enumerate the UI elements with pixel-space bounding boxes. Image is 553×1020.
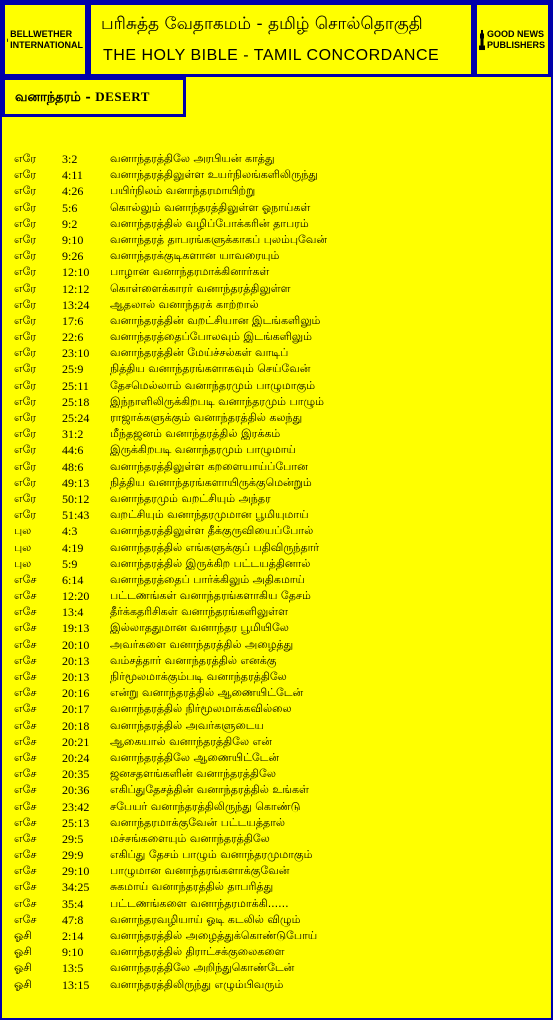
- entry-text: மீந்தஜனம் வனாந்தரத்தில் இரக்கம்: [110, 427, 281, 441]
- entry-book: எசே: [14, 572, 37, 586]
- entry-reference: 51:43: [62, 508, 90, 523]
- entry-book: எரே: [14, 443, 37, 457]
- entry-reference: 2:14: [62, 929, 84, 943]
- entry-text: வனாந்தரத் தாபரங்களுக்காகப் புலம்புவேன்: [110, 232, 328, 246]
- entry-book: எரே: [14, 394, 37, 408]
- entry-text: தேசமெல்லாம் வனாந்தரமும் பாழுமாகும்: [110, 378, 316, 392]
- entry-text: எகிப்து தேசம் பாழும் வனாந்தரமுமாகும்: [110, 848, 313, 862]
- entry-reference: 19:13: [62, 621, 90, 636]
- entry-reference: 12:20: [62, 589, 90, 604]
- tamil-title: பரிசுத்த வேதாகமம் - தமிழ் சொல்தொகுதி: [101, 14, 423, 34]
- entry-text: ஆதலால் வனாந்தரக் காற்றால்: [110, 297, 259, 311]
- entry-reference: 20:16: [62, 686, 90, 701]
- entry-text: வனாந்தரத்தில் அவர்களுடைய: [110, 718, 264, 732]
- entry-text: வனாந்தரத்தின் வறட்சியான இடங்களிலும்: [110, 313, 321, 327]
- entry-reference: 6:14: [62, 572, 84, 587]
- entry-reference: 25:18: [62, 394, 90, 409]
- entry-book: எசே: [14, 912, 37, 926]
- entry-text: வனாந்தரத்தைப் பார்க்கிலும் அதிகமாய்: [110, 572, 305, 586]
- entry-text: வனாந்தரமாக்குவேன் பட்டயத்தால்: [110, 815, 286, 829]
- entry-book: எரே: [14, 427, 37, 441]
- entry-text: வனாந்தரத்தில் திராட்சக்குலைகளை: [110, 945, 285, 959]
- entry-reference: 49:13: [62, 475, 90, 490]
- entry-text: நிர்மூலமாக்கும்படி வனாந்தரத்திலே: [110, 670, 287, 683]
- entry-book: ஓசி: [14, 961, 32, 975]
- entry-book: எசே: [14, 589, 37, 603]
- entry-reference: 23:42: [62, 799, 90, 814]
- entry-book: எரே: [14, 216, 37, 230]
- entry-book: எரே: [14, 297, 37, 311]
- entry-reference: 20:13: [62, 670, 90, 684]
- entry-book: எரே: [14, 281, 37, 295]
- left-logo-text: BELLWETHER INTERNATIONAL: [10, 28, 83, 50]
- entry-reference: 9:10: [62, 232, 84, 247]
- entry-book: எசே: [14, 750, 37, 764]
- entry-book: எசே: [14, 637, 37, 651]
- entry-book: எசே: [14, 815, 37, 829]
- entry-text: எகிப்துதேசத்தின் வனாந்தரத்தில் உங்கள்: [110, 783, 309, 797]
- entry-reference: 4:19: [62, 540, 84, 555]
- entry-book: எசே: [14, 605, 37, 619]
- entry-reference: 20:17: [62, 702, 90, 717]
- entry-text: வனாந்தரக்குடிகளான யாவரையும்: [110, 249, 280, 263]
- entry-book: எரே: [14, 249, 37, 263]
- entry-text: வனாந்தரமும் வறட்சியும் அந்தர: [110, 491, 271, 505]
- entry-book: எரே: [14, 168, 37, 182]
- entry-book: எசே: [14, 686, 37, 700]
- entry-book: எரே: [14, 232, 37, 246]
- entry-book: புல: [14, 540, 32, 554]
- entry-reference: 44:6: [62, 443, 84, 458]
- entry-text: பட்டணங்கள் வனாந்தரங்களாகிய தேசம்: [110, 589, 311, 603]
- entry-text: வனாந்தரவழியாய் ஓடி கடலில் விழும்: [110, 912, 301, 926]
- entry-text: வனாந்தரத்திலிருந்து எழும்பிவரும்: [110, 977, 284, 991]
- entry-reference: 20:18: [62, 718, 90, 733]
- entry-reference: 25:24: [62, 411, 90, 425]
- entry-book: எசே: [14, 718, 37, 732]
- entry-text: சுகமாய் வனாந்தரத்தில் தாபரித்து: [110, 880, 274, 894]
- entry-book: எசே: [14, 670, 37, 683]
- entry-reference: 20:13: [62, 653, 90, 668]
- entry-text: வனாந்தரத்திலுள்ள உயர்நிலங்களிலிருந்து: [110, 168, 318, 182]
- entry-text: அவர்களை வனாந்தரத்தில் அழைத்து: [110, 637, 294, 651]
- entry-reference: 12:10: [62, 265, 90, 280]
- entry-book: புல: [14, 556, 32, 570]
- entry-book: எசே: [14, 702, 37, 716]
- entry-book: எரே: [14, 475, 37, 489]
- entry-reference: 12:12: [62, 281, 90, 296]
- entry-reference: 4:26: [62, 184, 84, 199]
- topic-box: [2, 77, 186, 117]
- goodnews-logo: [474, 2, 551, 77]
- entry-reference: 13:4: [62, 605, 84, 620]
- entry-reference: 35:4: [62, 896, 84, 911]
- entry-text: சபேயர் வனாந்தரத்திலிருந்து கொண்டு: [110, 799, 301, 813]
- entry-book: எசே: [14, 734, 37, 748]
- entry-text: வம்சத்தார் வனாந்தரத்தில் எனக்கு: [110, 653, 277, 667]
- entry-reference: 13:15: [62, 977, 90, 992]
- entry-text: பாழுமான வனாந்தரங்களாக்குவேன்: [110, 864, 290, 878]
- entry-book: எசே: [14, 880, 37, 894]
- entry-reference: 20:36: [62, 783, 90, 798]
- entry-book: எசே: [14, 799, 37, 813]
- entry-reference: 9:2: [62, 216, 78, 231]
- entry-text: வனாந்தரத்தைப்போலவும் இடங்களிலும்: [110, 330, 312, 344]
- english-title: THE HOLY BIBLE - TAMIL CONCORDANCE: [103, 47, 440, 64]
- entry-reference: 4:11: [62, 168, 83, 183]
- bellwether-logo: [2, 2, 88, 77]
- topic-english: DESERT: [95, 89, 150, 104]
- entry-reference: 20:24: [62, 750, 90, 765]
- entry-reference: 13:24: [62, 297, 90, 312]
- entry-book: எரே: [14, 346, 37, 360]
- entry-reference: 34:25: [62, 880, 90, 895]
- entry-text: கொல்லும் வனாந்தரத்திலுள்ள ஓநாய்கள்: [110, 200, 311, 214]
- entry-book: ஓசி: [14, 977, 32, 991]
- book-stack-icon: [7, 20, 8, 60]
- entry-reference: 20:10: [62, 637, 90, 652]
- entry-reference: 3:2: [62, 152, 78, 166]
- entry-text: நித்திய வனாந்தரங்களாகவும் செய்வேன்: [110, 362, 311, 376]
- topic-separator: -: [85, 90, 91, 105]
- entry-reference: 22:6: [62, 330, 84, 345]
- topic-heading: [15, 89, 150, 106]
- entry-reference: 50:12: [62, 491, 90, 506]
- entry-reference: 48:6: [62, 459, 84, 474]
- entry-book: எரே: [14, 330, 37, 344]
- entry-book: எசே: [14, 896, 37, 910]
- entry-book: எசே: [14, 831, 37, 845]
- entry-text: வனாந்தரத்திலுள்ள தீக்குருவியைப்போல்: [110, 524, 314, 538]
- entry-text: பட்டணங்களை வனாந்தரமாக்கி......: [110, 896, 289, 910]
- right-logo-text: GOOD NEWS PUBLISHERS: [487, 28, 546, 50]
- entry-book: எரே: [14, 184, 37, 198]
- entry-reference: 20:35: [62, 767, 90, 782]
- entry-reference: 25:9: [62, 362, 84, 377]
- entry-book: எரே: [14, 411, 37, 424]
- entry-text: இல்லாததுமான வனாந்தர பூமியிலே: [110, 621, 289, 635]
- entry-text: நித்திய வனாந்தரங்களாயிருக்குமென்றும்: [110, 475, 312, 489]
- entry-text: ஆகையால் வனாந்தரத்திலே என்: [110, 734, 272, 748]
- entry-book: எரே: [14, 200, 37, 214]
- entry-text: வனாந்தரத்தில் அழைத்துக்கொண்டுபோய்: [110, 929, 318, 942]
- entry-text: வனாந்தரத்திலே அறிந்துகொண்டேன்: [110, 961, 295, 975]
- entry-reference: 31:2: [62, 427, 84, 442]
- entry-book: எசே: [14, 767, 37, 781]
- entry-text: வனாந்தரத்தில் இருக்கிற பட்டயத்தினால்: [110, 556, 311, 570]
- entry-text: மச்சங்களையும் வனாந்தரத்திலே: [110, 831, 270, 845]
- entry-book: எரே: [14, 459, 37, 473]
- entry-book: எரே: [14, 491, 37, 505]
- entry-text: வனாந்தரத்தில் நிர்மூலமாக்கவில்லை: [110, 702, 292, 716]
- entry-reference: 20:21: [62, 734, 90, 749]
- entry-reference: 47:8: [62, 912, 84, 927]
- entry-reference: 5:6: [62, 200, 78, 215]
- entry-book: ஓசி: [14, 945, 32, 959]
- title-banner: [88, 2, 474, 77]
- entry-text: பாழான வனாந்தரமாக்கினார்கள்: [110, 265, 270, 279]
- entry-text: தீர்க்கதரிசிகள் வனாந்தரங்களிலுள்ள: [110, 605, 289, 619]
- entry-text: கொள்ளைக்காரர் வனாந்தரத்திலுள்ள: [110, 281, 291, 295]
- entry-text: பயிர்நிலம் வனாந்தரமாயிற்று: [110, 184, 256, 198]
- entry-text: வனாந்தரத்திலுள்ள கறளையாய்ப்போன: [110, 459, 308, 473]
- entry-reference: 23:10: [62, 346, 90, 361]
- entry-reference: 5:9: [62, 556, 78, 571]
- entry-text: வறட்சியும் வனாந்தரமுமான பூமியுமாய்: [110, 508, 309, 522]
- entry-book: எரே: [14, 152, 37, 165]
- entry-reference: 29:5: [62, 831, 84, 846]
- entry-reference: 13:5: [62, 961, 84, 976]
- entry-text: வனாந்தரத்திலே ஆணையிட்டேன்: [110, 750, 280, 764]
- entry-text: வனாந்தரத்தில் எங்களுக்குப் பதிவிருந்தார்: [110, 540, 320, 554]
- entry-book: எசே: [14, 621, 37, 635]
- entry-reference: 25:11: [62, 378, 89, 393]
- entry-book: எரே: [14, 378, 37, 392]
- entry-book: எசே: [14, 653, 37, 667]
- topic-tamil: வனாந்தரம்: [15, 90, 81, 105]
- entry-reference: 4:3: [62, 524, 78, 539]
- entry-reference: 25:13: [62, 815, 90, 830]
- entry-text: இந்நாளிலிருக்கிறபடி வனாந்தரமும் பாழும்: [110, 394, 325, 408]
- entry-book: எசே: [14, 848, 37, 862]
- entry-text: வனாந்தரத்தின் மேய்ச்சல்கள் வாடிப்: [110, 346, 289, 360]
- entry-book: ஓசி: [14, 929, 32, 942]
- entry-text: ராஜாக்களுக்கும் வனாந்தரத்தில் கலந்து: [110, 411, 303, 424]
- entry-text: வனாந்தரத்தில் வழிப்போக்கரின் தாபரம்: [110, 216, 309, 230]
- entry-reference: 17:6: [62, 313, 84, 328]
- entry-text: ஜனசதளங்களின் வனாந்தரத்திலே: [110, 767, 276, 781]
- entry-book: புல: [14, 524, 32, 538]
- entry-book: எரே: [14, 508, 37, 522]
- entry-book: எரே: [14, 313, 37, 327]
- entry-text: என்று வனாந்தரத்தில் ஆணையிட்டேன்: [110, 686, 304, 700]
- entry-reference: 29:10: [62, 864, 90, 879]
- entry-book: எசே: [14, 864, 37, 878]
- entry-book: எரே: [14, 265, 37, 279]
- entry-text: இருக்கிறபடி வனாந்தரமும் பாழுமாய்: [110, 443, 296, 457]
- entry-text: வனாந்தரத்திலே அரபியன் காத்து: [110, 152, 275, 165]
- entry-reference: 9:26: [62, 249, 84, 264]
- torch-icon: [479, 20, 485, 60]
- entry-book: எசே: [14, 783, 37, 797]
- entry-book: எரே: [14, 362, 37, 376]
- entry-reference: 29:9: [62, 848, 84, 863]
- entry-reference: 9:10: [62, 945, 84, 960]
